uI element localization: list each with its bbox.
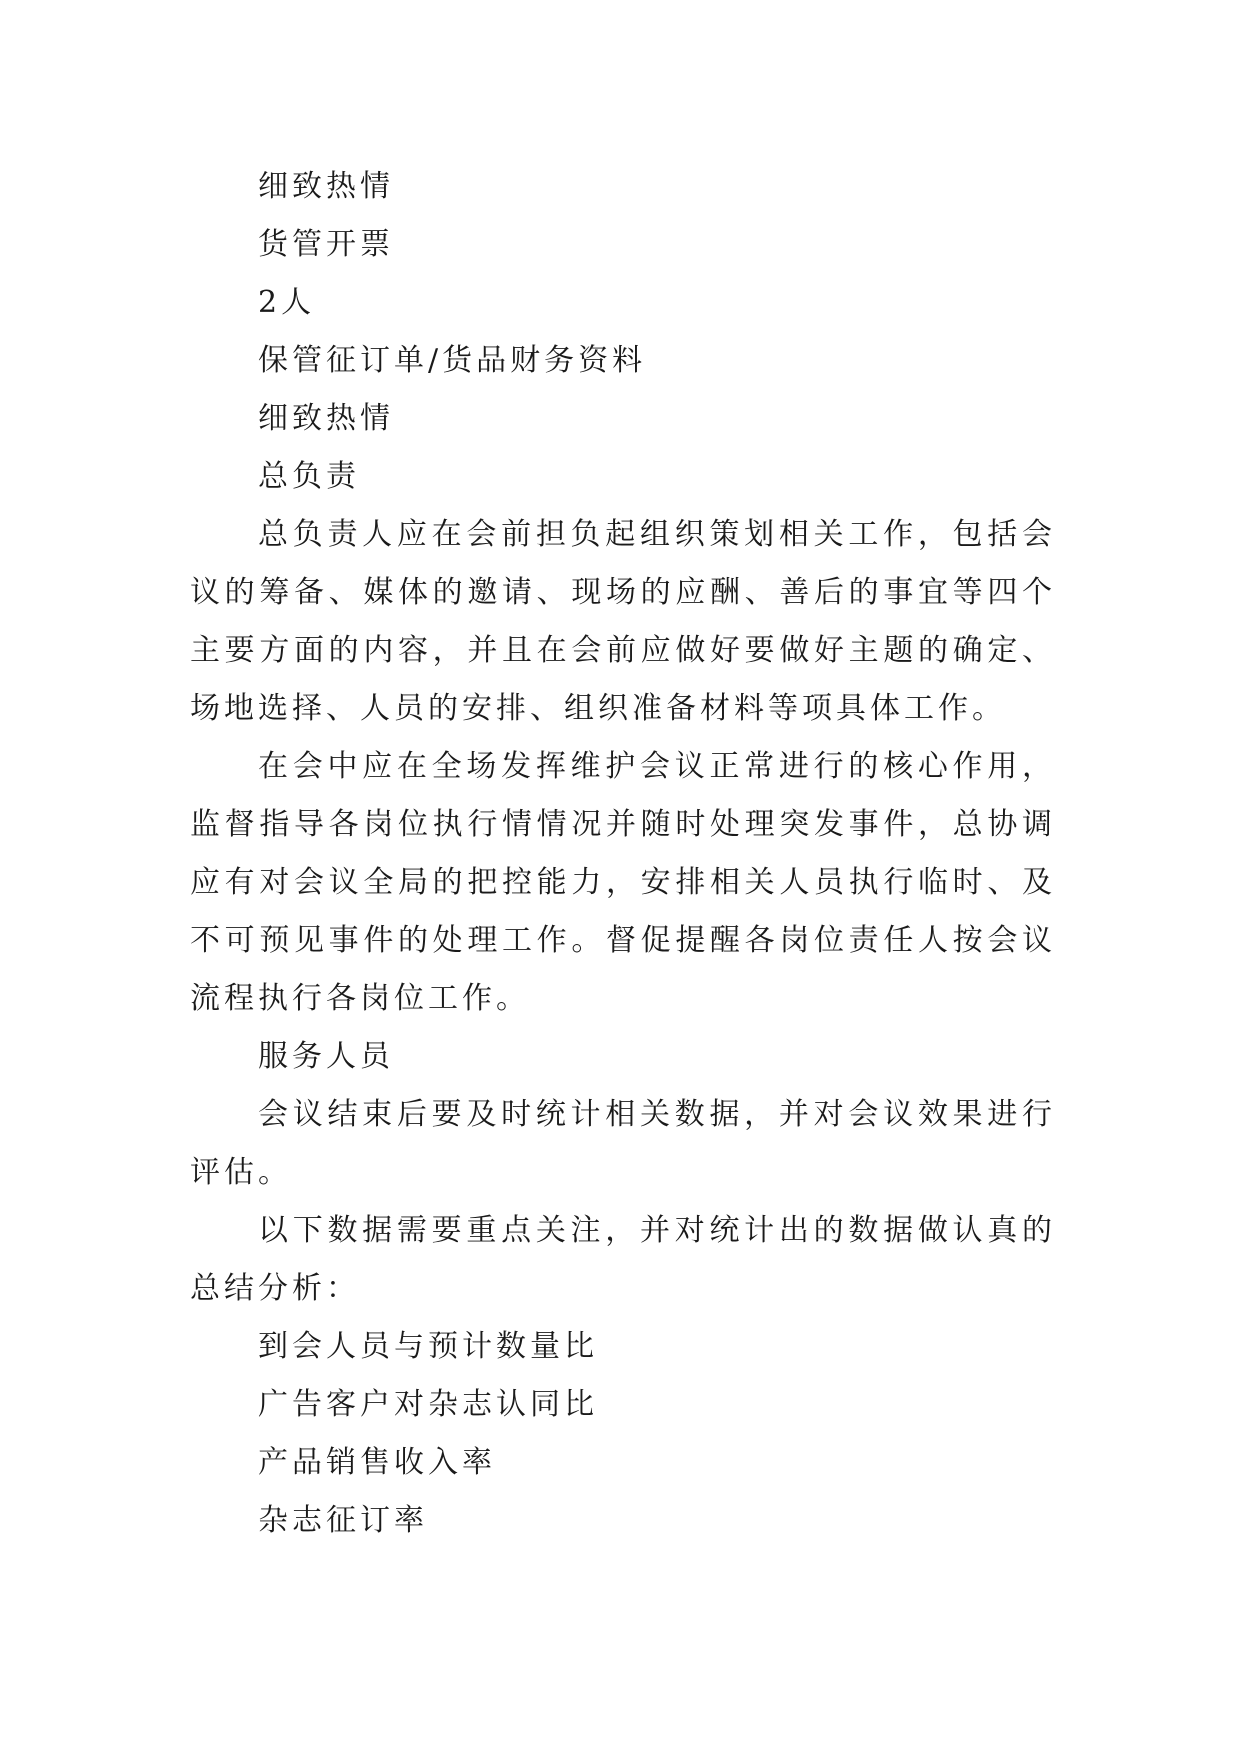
paragraph-2: 货管开票 bbox=[258, 227, 394, 262]
paragraph-8: 在会中应在全场发挥维护会议正常进行的核心作用，监督指导各岗位执行情情况并随时处理突发事件，总协调应有对会议全局的把控能力，安排相关人员执行临时、及不可预见事件的处理工作。督促提醒各岗位责任人按会议流程执行各岗位工作。 bbox=[190, 749, 1056, 1016]
paragraph-10: 会议结束后要及时统计相关数据，并对会议效果进行评估。 bbox=[190, 1097, 1056, 1190]
paragraph-5: 细致热情 bbox=[258, 401, 394, 436]
paragraph-14: 产品销售收入率 bbox=[258, 1445, 496, 1480]
paragraph-12: 到会人员与预计数量比 bbox=[258, 1329, 598, 1364]
paragraph-3: 2人 bbox=[258, 285, 316, 320]
paragraph-11: 以下数据需要重点关注，并对统计出的数据做认真的总结分析： bbox=[190, 1213, 1056, 1306]
paragraph-1: 细致热情 bbox=[258, 169, 394, 204]
document-body bbox=[190, 158, 1056, 1550]
paragraph-4: 保管征订单/货品财务资料 bbox=[258, 343, 647, 378]
paragraph-6: 总负责 bbox=[258, 459, 360, 494]
paragraph-9: 服务人员 bbox=[258, 1039, 394, 1074]
paragraph-15: 杂志征订率 bbox=[258, 1503, 428, 1538]
paragraph-7: 总负责人应在会前担负起组织策划相关工作，包括会议的筹备、媒体的邀请、现场的应酬、善后的事宜等四个主要方面的内容，并且在会前应做好要做好主题的确定、场地选择、人员的安排、组织准备材料等项具体工作。 bbox=[190, 517, 1056, 726]
paragraph-13: 广告客户对杂志认同比 bbox=[258, 1387, 598, 1422]
